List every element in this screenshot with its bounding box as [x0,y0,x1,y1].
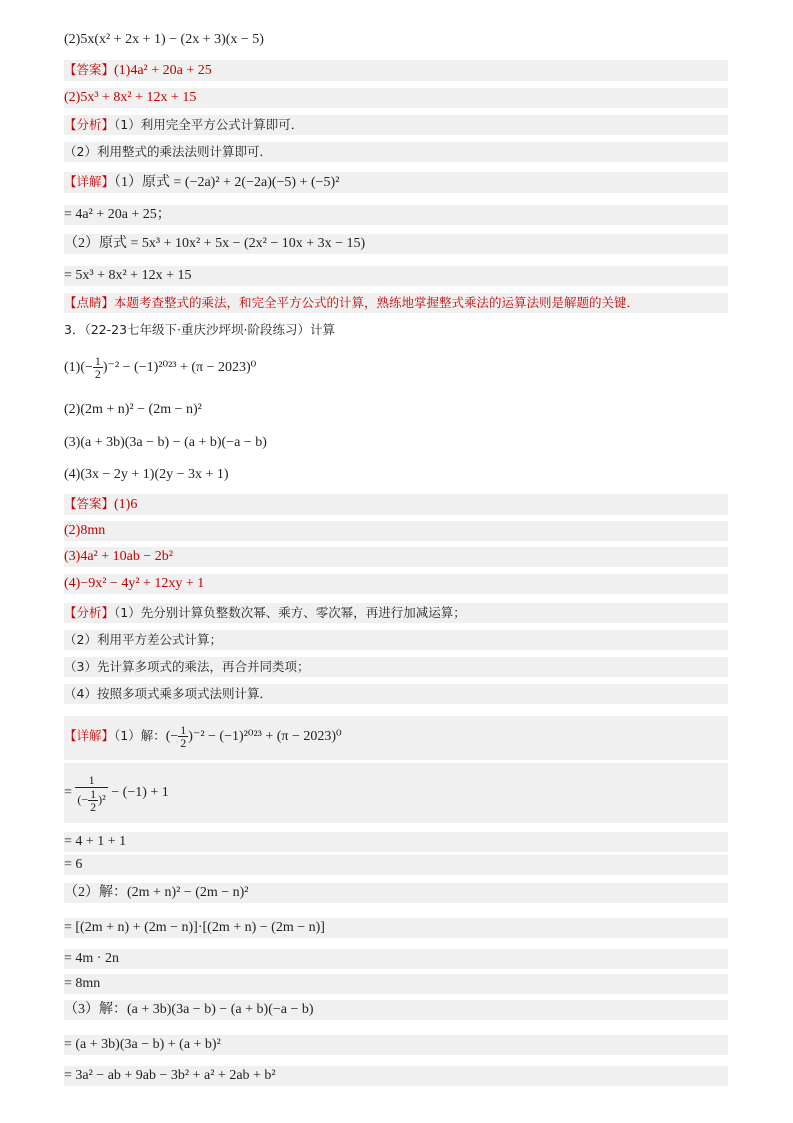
comment-2 [64,293,728,313]
detail-2-line-1 [64,172,728,193]
detail-3-line-5: （2）解：(2m + n)² − (2m − n)² [64,883,728,903]
detail-3-1-paren-close: )⁻² [188,729,205,744]
q3-p1-fraction [93,355,103,380]
detail-2-line-4: = 5x³ + 8x² + 12x + 15 [64,266,728,286]
detail-3-line-10: = (a + 3b)(3a − b) + (a + b)² [64,1035,728,1055]
detail-2-line-2: = 4a² + 20a + 25； [64,205,728,225]
detail-3-1-prefix: （1）解： [114,728,166,743]
fraction-denominator: 2 [94,367,101,382]
analysis-3-line-2: （2）利用平方差公式计算； [64,630,728,650]
detail-3-line-9: （3）解：(a + 3b)(3a − b) − (a + b)(−a − b) [64,1000,728,1020]
answer-3-line-1 [64,494,728,515]
fraction-numerator: 1 [75,773,107,788]
analysis-label: 【分析】 [64,605,115,620]
detail-3-2-eq: = [64,785,72,800]
detail-3-line-2 [64,763,728,823]
answer-3-line-2 [64,521,728,541]
detail-label: 【详解】 [64,174,115,189]
question-2-part-2: (2)5x(x² + 2x + 1) − (2x + 3)(x − 5) [64,32,264,47]
detail-3-1-paren-open: (− [165,729,179,744]
analysis-3-line-4: （4）按照多项式乘多项式法则计算． [64,684,728,704]
comment-2-text: 本题考查整式的乘法，和完全平方公式的计算，熟练地掌握整式乘法的运算法则是解题的关键． [114,295,640,310]
q3-p1-paren-close: )⁻² [102,360,120,375]
detail-label: 【详解】 [64,728,115,743]
detail-3-line-7: = 4m · 2n [64,949,728,969]
detail-3-line-8: = 8mn [64,974,728,994]
question-3-part-3: (3)(a + 3b)(3a − b) − (a + b)(−a − b) [64,435,267,450]
q3-p1-index: (1) [64,360,81,375]
detail-3-line-1 [64,716,728,760]
detail-3-line-11: = 3a² − ab + 9ab − 3b² + a² + 2ab + b² [64,1066,728,1086]
detail-3-1-fraction [178,724,188,749]
detail-3-2-rest: − (−1) + 1 [111,785,169,800]
inner-paren-close: )² [98,792,106,807]
answer-3-line-4 [64,574,728,594]
question-3-part-4: (4)(3x − 2y + 1)(2y − 3x + 1) [64,467,229,482]
answer-label: 【答案】 [64,62,115,77]
answer-2-1: (1)4a² + 20a + 25 [114,63,212,78]
answer-2-2: (2)5x³ + 8x² + 12x + 15 [64,90,197,105]
answer-3-3: (3)4a² + 10ab − 2b² [64,549,173,564]
question-3-header: 3．（22-23七年级下·重庆沙坪坝·阶段练习）计算 [64,322,335,337]
detail-3-line-3: = 4 + 1 + 1 [64,832,728,852]
fraction-numerator: 1 [180,723,187,738]
fraction-denominator: 2 [90,799,97,814]
q3-p1-rest: − (−1)²⁰²³ + (π − 2023)⁰ [122,360,257,375]
answer-label: 【答案】 [64,496,115,511]
analysis-3-line-3: （3）先计算多项式的乘法，再合并同类项； [64,657,728,677]
fraction-denominator: 2 [180,736,187,751]
analysis-label: 【分析】 [64,117,115,132]
analysis-3-line-1 [64,603,728,623]
detail-3-1-rest: − (−1)²⁰²³ + (π − 2023)⁰ [208,729,342,744]
analysis-2-1: （1）利用完全平方公式计算即可． [114,117,304,132]
analysis-2-line-1 [64,115,728,135]
fraction-numerator: 1 [90,786,97,801]
answer-3-line-3 [64,547,728,567]
fraction-numerator: 1 [94,354,101,369]
answer-3-4: (4)−9x² − 4y² + 12xy + 1 [64,576,205,591]
comment-label: 【点睛】 [64,295,115,310]
detail-3-line-4: = 6 [64,855,728,875]
detail-2-1: （1）原式 = (−2a)² + 2(−2a)(−5) + (−5)² [114,175,340,190]
answer-3-2: (2)8mn [64,523,106,538]
question-3-part-2: (2)(2m + n)² − (2m − n)² [64,402,202,417]
detail-3-2-fraction [75,773,107,813]
answer-3-1: (1)6 [114,497,138,512]
answer-2-line-2 [64,88,728,108]
inner-fraction [88,788,98,813]
analysis-3-1: （1）先分别计算负整数次幂、乘方、零次幂，再进行加减运算； [114,605,466,620]
analysis-2-line-2: （2）利用整式的乘法法则计算即可． [64,142,728,162]
question-3-part-1 [64,350,728,386]
inner-paren-open: (− [77,792,89,807]
q3-p1-paren-open: (− [80,360,93,375]
answer-2-line-1 [64,60,728,81]
fraction-denominator [75,788,107,813]
detail-3-line-6: = [(2m + n) + (2m − n)]·[(2m + n) − (2m − n)] [64,918,728,938]
detail-2-line-3: （2）原式 = 5x³ + 10x² + 5x − (2x² − 10x + 3x − 15) [64,234,728,254]
